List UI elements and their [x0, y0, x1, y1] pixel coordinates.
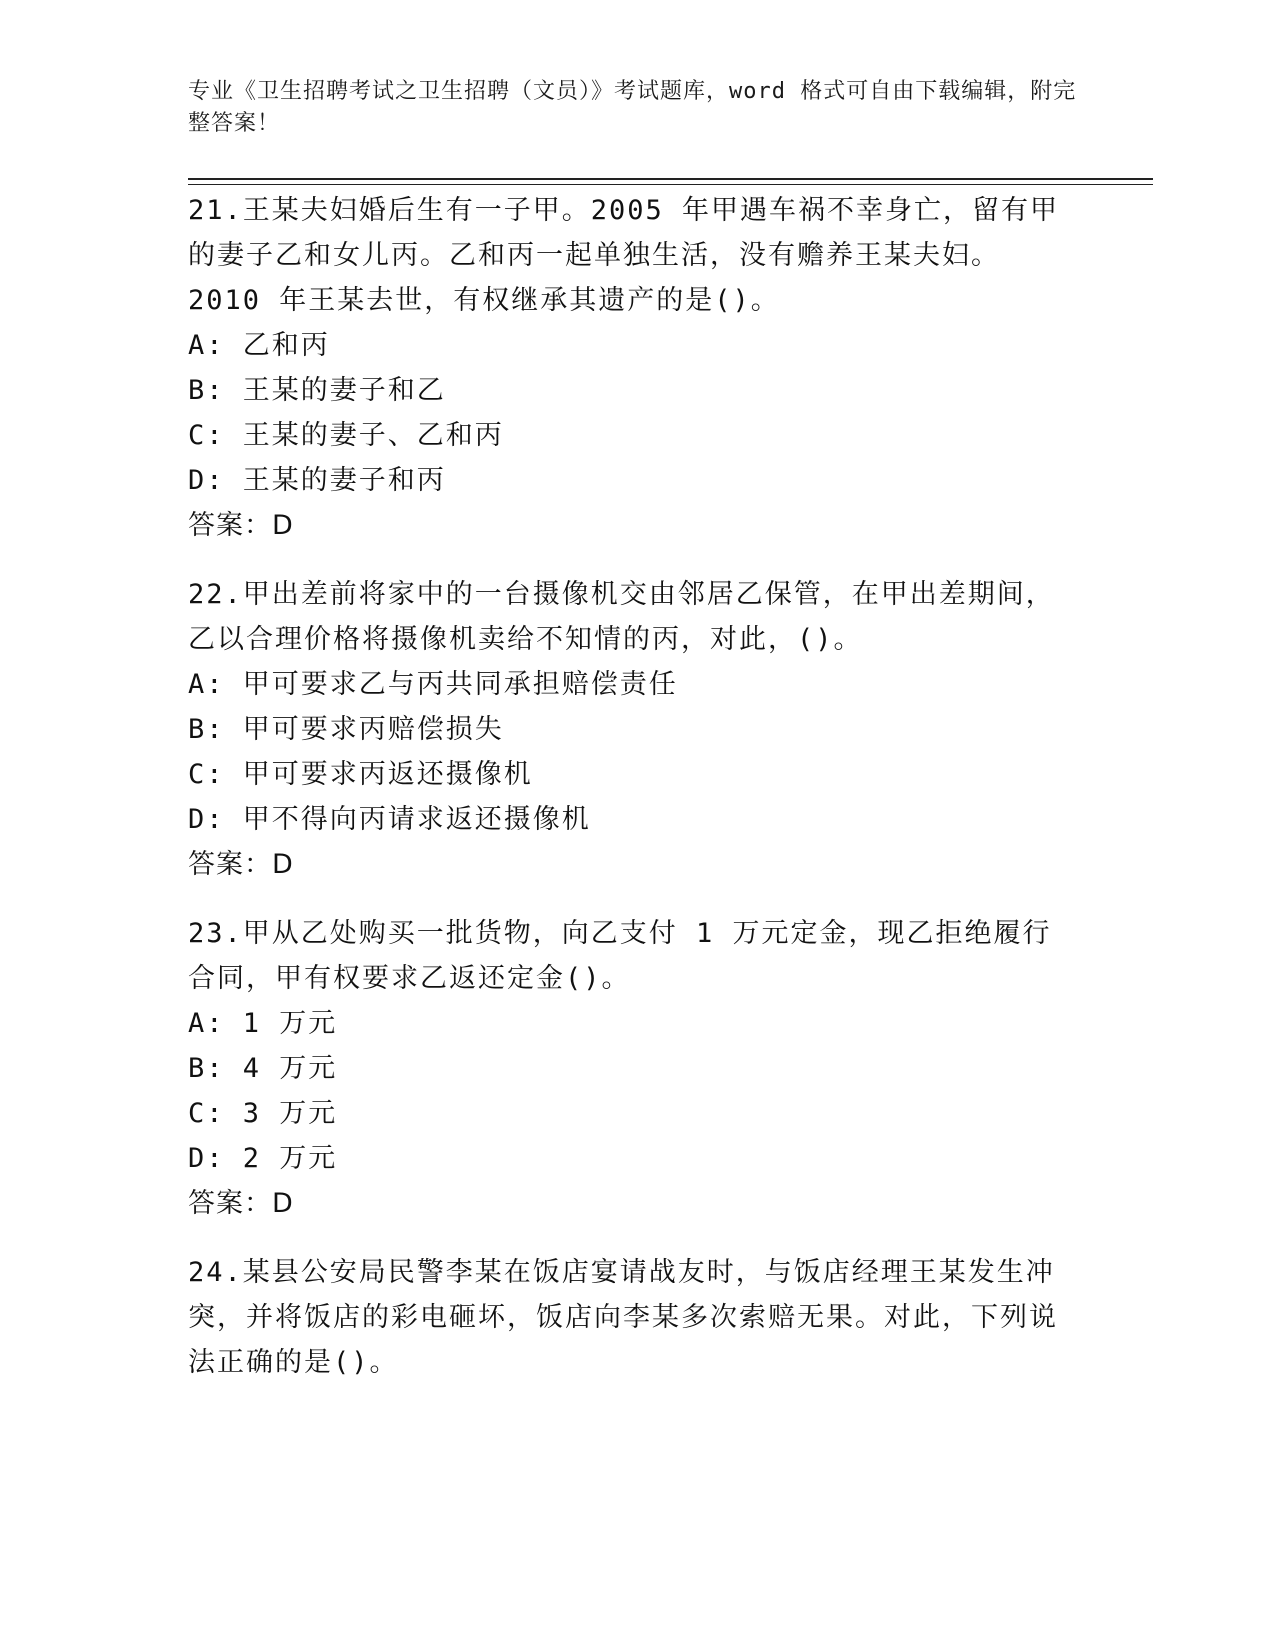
question-22 [188, 572, 1068, 887]
header-divider-thin [188, 184, 1153, 185]
option-b: B: 甲可要求丙赔偿损失 [188, 714, 504, 745]
question-list [188, 188, 1068, 1409]
option-a: A: 甲可要求乙与丙共同承担赔偿责任 [188, 669, 678, 700]
option-c: C: 3 万元 [188, 1098, 338, 1129]
document-header: 专业《卫生招聘考试之卫生招聘（文员）》考试题库，word 格式可自由下载编辑，附完整答案！ [188, 79, 1077, 136]
question-24 [188, 1250, 1068, 1385]
option-b: B: 王某的妻子和乙 [188, 375, 446, 406]
question-stem: 22.甲出差前将家中的一台摄像机交由邻居乙保管，在甲出差期间，乙以合理价格将摄像机卖给不知情的丙，对此，()。 [188, 579, 1055, 655]
question-23 [188, 911, 1068, 1226]
option-a: A: 乙和丙 [188, 330, 330, 361]
option-b: B: 4 万元 [188, 1053, 338, 1084]
answer-line: 答案：D [188, 510, 294, 541]
option-d: D: 甲不得向丙请求返还摄像机 [188, 804, 591, 835]
option-d: D: 2 万元 [188, 1143, 338, 1174]
option-c: C: 甲可要求丙返还摄像机 [188, 759, 533, 790]
option-a: A: 1 万元 [188, 1008, 338, 1039]
answer-line: 答案：D [188, 849, 294, 880]
option-c: C: 王某的妻子、乙和丙 [188, 420, 504, 451]
question-21 [188, 188, 1068, 548]
question-stem: 21.王某夫妇婚后生有一子甲。2005 年甲遇车祸不幸身亡，留有甲的妻子乙和女儿丙。乙和丙一起单独生活，没有赡养王某夫妇。2010 年王某去世，有权继承其遗产的是()。 [188, 195, 1060, 316]
header-divider-thick [188, 178, 1153, 180]
option-d: D: 王某的妻子和丙 [188, 465, 446, 496]
answer-line: 答案：D [188, 1188, 294, 1219]
question-stem: 23.甲从乙处购买一批货物，向乙支付 1 万元定金，现乙拒绝履行合同，甲有权要求乙返还定金()。 [188, 918, 1052, 994]
question-stem: 24.某县公安局民警李某在饭店宴请战友时，与饭店经理王某发生冲突，并将饭店的彩电砸坏，饭店向李某多次索赔无果。对此，下列说法正确的是()。 [188, 1257, 1058, 1378]
